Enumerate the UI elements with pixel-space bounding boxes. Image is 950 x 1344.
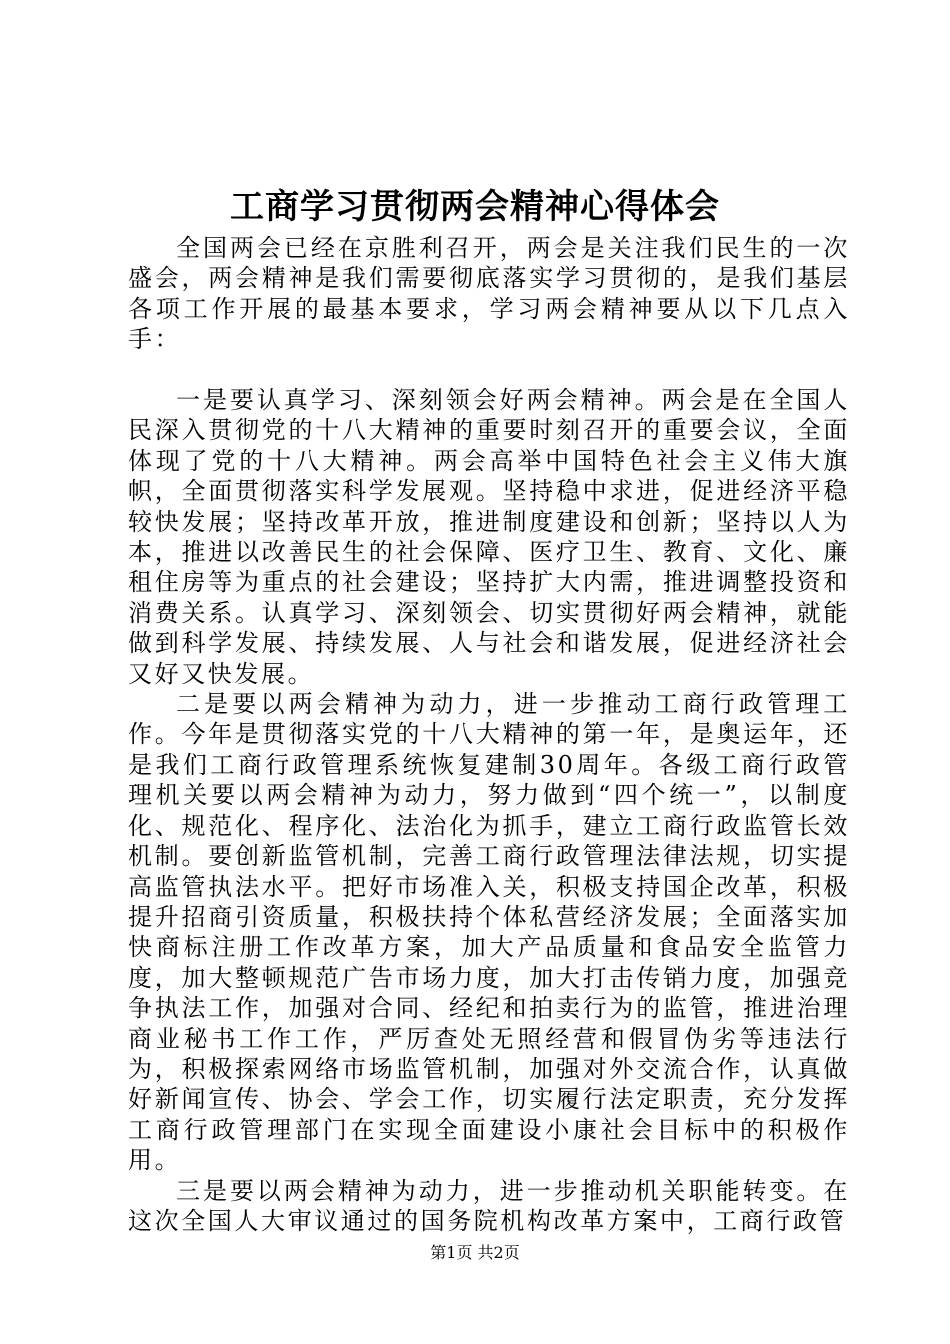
document-body: [128, 233, 850, 1236]
paragraph-intro: 全国两会已经在京胜利召开，两会是关注我们民生的一次盛会，两会精神是我们需要彻底落实学习贯彻的，是我们基层各项工作开展的最基本要求，学习两会精神要从以下几点入手：: [128, 234, 850, 354]
document-title: 工商学习贯彻两会精神心得体会: [230, 187, 720, 227]
paragraph-point-two: 二是要以两会精神为动力，进一步推动工商行政管理工作。今年是贯彻落实党的十八大精神的第一年，是奥运年，还是我们工商行政管理系统恢复建制30周年。各级工商行政管理机关要以两会精神为动力，努力做到“四个统一”，以制度化、规范化、程序化、法治化为抓手，建立工商行政监管长效机制。要创新监管机制，完善工商行政管理法律法规，切实提高监管执法水平。把好市场准入关，积极支持国企改革，积极提升招商引资质量，积极扶持个体私营经济发展；全面落实加快商标注册工作改革方案，加大产品质量和食品安全监管力度，加大整顿规范广告市场力度，加大打击传销力度，加强竞争执法工作，加强对合同、经纪和拍卖行为的监管，推进治理商业秘书工作工作，严厉查处无照经营和假冒伪劣等违法行为，积极探索网络市场监管机制，加强对外交流合作，认真做好新闻宣传、协会、学会工作，切实履行法定职责，充分发挥工商行政管理部门在实现全面建设小康社会目标中的积极作用。: [128, 690, 850, 1175]
paragraph-point-one: 一是要认真学习、深刻领会好两会精神。两会是在全国人民深入贯彻党的十八大精神的重要时刻召开的重要会议，全面体现了党的十八大精神。两会高举中国特色社会主义伟大旗帜，全面贯彻落实科学发展观。坚持稳中求进，促进经济平稳较快发展；坚持改革开放，推进制度建设和创新；坚持以人为本，推进以改善民生的社会保障、医疗卫生、教育、文化、廉租住房等为重点的社会建设；坚持扩大内需，推进调整投资和消费关系。认真学习、深刻领会、切实贯彻好两会精神，就能做到科学发展、持续发展、人与社会和谐发展，促进经济社会又好又快发展。: [128, 386, 850, 688]
page-number-footer: 第1页 共2页: [430, 1243, 520, 1262]
paragraph-spacer: [128, 355, 850, 385]
paragraph-point-three: 三是要以两会精神为动力，进一步推动机关职能转变。在这次全国人大审议通过的国务院机构改革方案中，工商行政管: [128, 1176, 850, 1235]
